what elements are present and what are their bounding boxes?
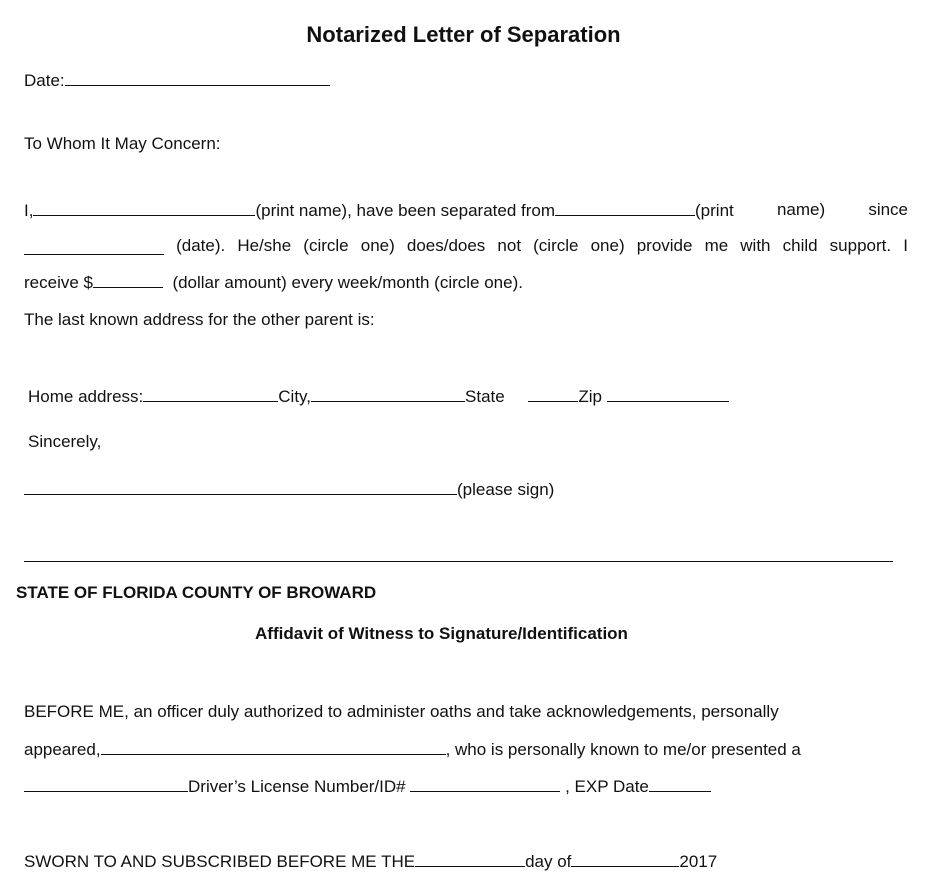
- para1-line3: [24, 272, 523, 293]
- print-name-field[interactable]: [33, 200, 255, 216]
- id-type-field[interactable]: [24, 776, 188, 792]
- last-address-text: The last known address for the other parent is:: [24, 310, 375, 329]
- para1-line2: [24, 236, 908, 256]
- sworn-day-field[interactable]: [415, 851, 525, 867]
- he-she-word: He/she: [237, 236, 292, 255]
- separated-from-text: (print name), have been separated from: [255, 201, 556, 220]
- me-word: me: [704, 236, 729, 255]
- home-address-field[interactable]: [143, 386, 278, 402]
- i-word: I: [903, 236, 908, 255]
- affidavit-title: Affidavit of Witness to Signature/Identification: [255, 624, 628, 643]
- since-date-field[interactable]: [24, 239, 164, 255]
- exp-date-field[interactable]: [649, 776, 711, 792]
- support-word: support.: [829, 236, 892, 255]
- city-label: City,: [278, 387, 312, 406]
- print-word: (print: [695, 201, 734, 220]
- circle-word-2: (circle: [533, 236, 579, 255]
- provide-word: provide: [636, 236, 693, 255]
- zip-field[interactable]: [607, 386, 729, 402]
- sworn-month-field[interactable]: [571, 851, 679, 867]
- date-word: (date).: [176, 236, 226, 255]
- circle-word: (circle: [303, 236, 349, 255]
- dollar-amount-text: (dollar amount) every week/month (circle one).: [172, 273, 523, 292]
- license-label: Driver’s License Number/ID#: [188, 777, 406, 796]
- day-of-text: day of: [525, 852, 572, 871]
- divider: [24, 561, 893, 562]
- address-line: [28, 386, 729, 407]
- does-word: does/does: [406, 236, 486, 255]
- sworn-line: [24, 851, 717, 872]
- state-field[interactable]: [528, 386, 578, 402]
- para1-prefix: I,: [24, 201, 34, 220]
- signature-field[interactable]: [24, 479, 457, 495]
- date-field[interactable]: [65, 70, 330, 86]
- salutation: To Whom It May Concern:: [24, 134, 221, 153]
- appeared-name-field[interactable]: [101, 739, 446, 755]
- appeared-text: appeared,: [24, 740, 101, 759]
- page-title: Notarized Letter of Separation: [306, 22, 621, 47]
- para1-line1-left: [24, 200, 734, 221]
- date-label: Date:: [24, 71, 65, 90]
- home-address-label: Home address:: [28, 387, 144, 406]
- license-number-field[interactable]: [410, 776, 560, 792]
- para1-line1: [24, 200, 908, 221]
- not-word: not: [497, 236, 522, 255]
- receive-text: receive $: [24, 273, 93, 292]
- sworn-text: SWORN TO AND SUBSCRIBED BEFORE ME THE: [24, 852, 416, 871]
- zip-label: Zip: [578, 387, 602, 406]
- child-word: child: [782, 236, 818, 255]
- with-word: with: [740, 236, 771, 255]
- signature-line: [24, 479, 554, 500]
- affidavit-line2: [24, 739, 801, 760]
- other-name-field[interactable]: [555, 200, 695, 216]
- personally-known-text: , who is personally known to me/or presented a: [445, 740, 801, 759]
- name-word: name): [776, 200, 826, 219]
- date-line: [24, 70, 330, 91]
- exp-date-label: , EXP Date: [565, 777, 649, 796]
- state-label: State: [465, 387, 505, 406]
- since-word: since: [868, 200, 908, 219]
- state-county: STATE OF FLORIDA COUNTY OF BROWARD: [16, 583, 377, 602]
- closing: Sincerely,: [28, 432, 102, 451]
- sworn-year: 2017: [679, 852, 718, 871]
- one-word-2: one): [590, 236, 625, 255]
- affidavit-line3: [24, 776, 711, 797]
- city-field[interactable]: [311, 386, 465, 402]
- signature-label: (please sign): [457, 480, 555, 499]
- affidavit-line1: BEFORE ME, an officer duly authorized to administer oaths and take acknowledgements, personally: [24, 702, 779, 721]
- dollar-amount-field[interactable]: [93, 272, 163, 288]
- one-word: one): [360, 236, 395, 255]
